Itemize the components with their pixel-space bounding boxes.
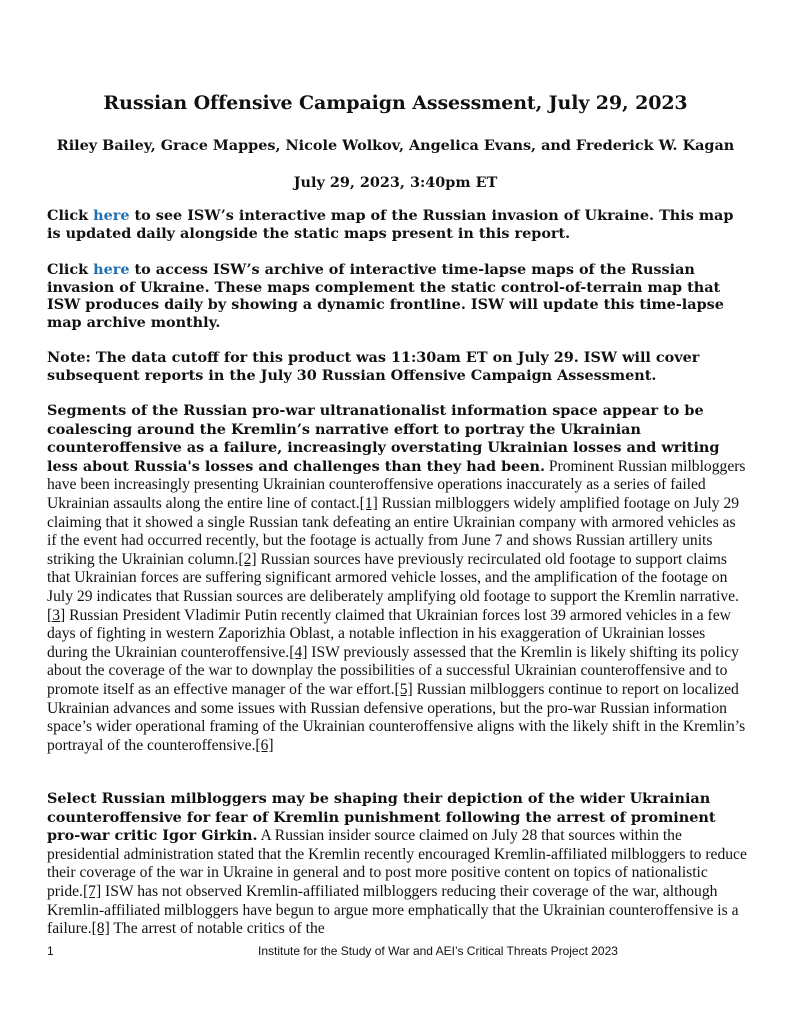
footer-credit: Institute for the Study of War and AEI’s Critical Threats Project 2023	[258, 944, 618, 958]
publication-date: July 29, 2023, 3:40pm ET	[293, 174, 498, 191]
page-footer	[0, 944, 791, 962]
paragraph-text: Russian milbloggers continue to report on localized Ukrainian advances and some issues with Russian defensive operations, but the pro-war Russian information space’s wider operational framing of the Ukrainian counteroffensive aligns with the likely shift in the Kremlin’s portrayal of the counteroffensive.	[47, 680, 746, 754]
interactive-map-link[interactable]: here	[93, 207, 130, 224]
paragraph-text: Russian milbloggers widely amplified footage on July 29 claiming that it showed a single Russian tank defeating an entire Ukrainian company with armored vehicles as if the event had occurred recently, but the footage is actually from June 7 and shows Russian artillery units striking the Ukrainian column.	[47, 494, 740, 568]
paragraph-text: ISW previously assessed that the Kremlin is likely shifting its policy about the coverage of the war to downplay the possibilities of a successful Ukrainian counteroffensive and to promote itself as an effective manager of the war effort.	[47, 643, 739, 698]
footnote-link[interactable]: [3]	[47, 606, 66, 624]
milblogger-paragraph	[47, 790, 747, 939]
paragraph-text: Russian sources have previously recirculated old footage to support claims that Ukrainian forces are suffering significant armored vehicle losses, and the amplification of the footage on July 29 indicates that Russian sources are deliberately amplifying old footage to support the Kremlin narrative.	[47, 550, 740, 605]
footnote-link[interactable]: [2]	[238, 550, 257, 568]
page-title: Russian Offensive Campaign Assessment, July 29, 2023	[103, 92, 688, 114]
paragraph-text: ISW has not observed Kremlin-affiliated milbloggers reducing their coverage of the war, although Kremlin-affiliated milbloggers have begun to argue more emphatically that the Ukrainian counteroffensive is a failure.	[47, 882, 739, 938]
footnote-link[interactable]: [6]	[255, 736, 274, 754]
paragraph-lead: Select Russian milbloggers may be shaping their depiction of the wider Ukrainian counteroffensive for fear of Kremlin punishment following the arrest of prominent pro-war critic Igor Girkin.	[47, 790, 716, 845]
footnote-link[interactable]: [8]	[91, 920, 110, 938]
footnote-link[interactable]: [7]	[82, 882, 102, 900]
paragraph-text: to see ISW’s interactive map of the Russian invasion of Ukraine. This map is updated daily alongside the static maps present in this report.	[47, 207, 734, 242]
information-space-paragraph	[47, 402, 747, 755]
data-cutoff-note: Note: The data cutoff for this product was 11:30am ET on July 29. ISW will cover subsequent reports in the July 30 Russian Offensive Campaign Assessment.	[47, 349, 700, 384]
author-list: Riley Bailey, Grace Mappes, Nicole Wolkov, Angelica Evans, and Frederick W. Kagan	[56, 137, 735, 154]
interactive-map-paragraph	[47, 207, 747, 242]
page-number: 1	[47, 944, 54, 958]
time-lapse-archive-link[interactable]: here	[93, 261, 130, 278]
paragraph-text: Russian President Vladimir Putin recently claimed that Ukrainian forces lost 39 armored vehicles in a few days of fighting in western Zaporizhia Oblast, a notable inflection in his exaggeration of Ukrainian losses during the Ukrainian counteroffensive.	[47, 606, 731, 661]
footnote-link[interactable]: [1]	[359, 494, 378, 512]
paragraph-lead: Segments of the Russian pro-war ultranationalist information space appear to be coalescing around the Kremlin’s narrative effort to portray the Ukrainian counteroffensive as a failure, increasingly overstating Ukrainian losses and writing less about Russia's losses and challenges than they had been.	[47, 402, 720, 475]
paragraph-text: Click	[47, 261, 94, 278]
time-lapse-archive-paragraph	[47, 261, 747, 331]
paragraph-text: The arrest of notable critics of the	[109, 920, 325, 938]
paragraph-text: to access ISW’s archive of interactive time-lapse maps of the Russian invasion of Ukraine. These maps complement the static control-of-terrain map that ISW produces daily by showing a dynamic frontline. ISW will update this time-lapse map archive monthly.	[47, 261, 724, 331]
footnote-link[interactable]: [5]	[394, 680, 413, 698]
footnote-link[interactable]: [4]	[289, 643, 308, 661]
paragraph-text: Prominent Russian milbloggers have been increasingly presenting Ukrainian counteroffensive operations inaccurately as a series of failed Ukrainian assaults along the entire line of contact.	[47, 457, 746, 512]
paragraph-text: Click	[47, 207, 94, 224]
paragraph-text: A Russian insider source claimed on July 28 that sources within the presidential administration stated that the Kremlin recently encouraged Kremlin-affiliated milbloggers to reduce their coverage of the war in Ukraine in general and to post more positive content on topics of nationalistic pride.	[47, 827, 747, 900]
